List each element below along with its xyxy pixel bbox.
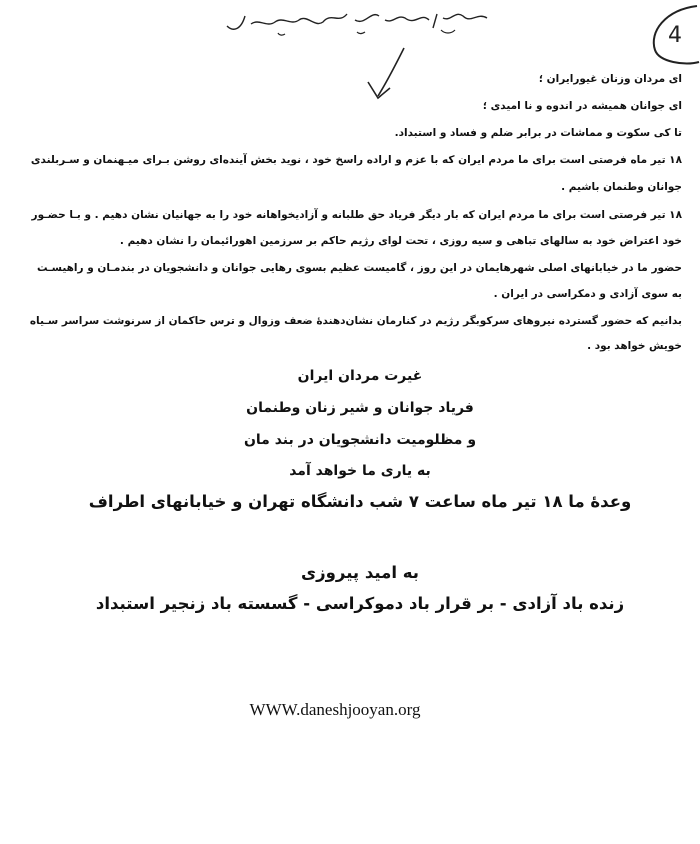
- slogan: زنده باد آزادی - بر قرار باد دموکراسی - گسسته باد زنجیر استبداد: [95, 594, 625, 613]
- rally-line: وعدۀ ما ۱۸ تیر ماه ساعت ۷ شب دانشگاه تهران و خیابانهای اطراف: [88, 492, 632, 511]
- website-url: WWW.daneshjooyan.org: [249, 700, 421, 719]
- corner-number-mark: [645, 2, 700, 68]
- center-line: و مظلومیت دانشجویان در بند مان: [243, 432, 477, 448]
- body-line: خویش خواهد بود .: [587, 340, 682, 352]
- body-line: تا کی سکوت و مماشات در برابر ضلم و فساد و استبداد.: [394, 127, 682, 139]
- body-line: ۱۸ تیر فرصتی است برای ما مردم ایران که بار دیگر فریاد حق طلبانه و آزادیخواهانه خود را به جهانیان نشان دهیم . و بـا حضـور: [31, 209, 682, 221]
- center-line: غیرت مردان ایران: [297, 368, 423, 384]
- body-line: حضور ما در خیابانهای اصلی شهرهایمان در این روز ، گامیست عظیم بسوی رهایی جوانان و دانشجویان در بندمـان و راهیسـت: [36, 262, 682, 274]
- salutation-line: ای جوانان همیشه در اندوه و نا امیدی ؛: [482, 100, 682, 112]
- svg-text:4: 4: [668, 23, 682, 48]
- svg-text:این اطلاعیه را در کرمان دیدم: این اطلاعیه را در کرمان دیدم: [348, 40, 362, 41]
- body-line: به سوی آزادی و دمکراسی در ایران .: [493, 288, 682, 300]
- closing-hope: به امید پیروزی: [301, 563, 419, 582]
- body-line: جوانان وطنمان باشیم .: [561, 181, 682, 193]
- body-line: بدانیم که حضور گسترده نیروهای سرکوبگر رژیم در کنارمان نشان‌دهندۀ ضعف وزوال و ترس حاکمان از سرنوشت سراسر سـیاه: [29, 315, 682, 327]
- handwritten-note: [215, 4, 495, 44]
- body-line: خود اعتراض خود به سالهای تباهی و سیه روزی ، تحت لوای رژیم حاکم بر سرزمین اهورائیمان را نشان دهیم .: [119, 235, 682, 247]
- center-line: فریاد جوانان و شیر زنان وطنمان: [246, 400, 474, 416]
- salutation-line: ای مردان وزنان غیورایران ؛: [538, 73, 682, 85]
- center-line: به یاری ما خواهد آمد: [289, 463, 431, 479]
- body-line: ۱۸ تیر ماه فرصتی است برای ما مردم ایران که با عزم و اراده راسخ خود ، نوید بخش آینده‌ای روشن بـرای میـهنمان و سـربلندی: [30, 154, 682, 166]
